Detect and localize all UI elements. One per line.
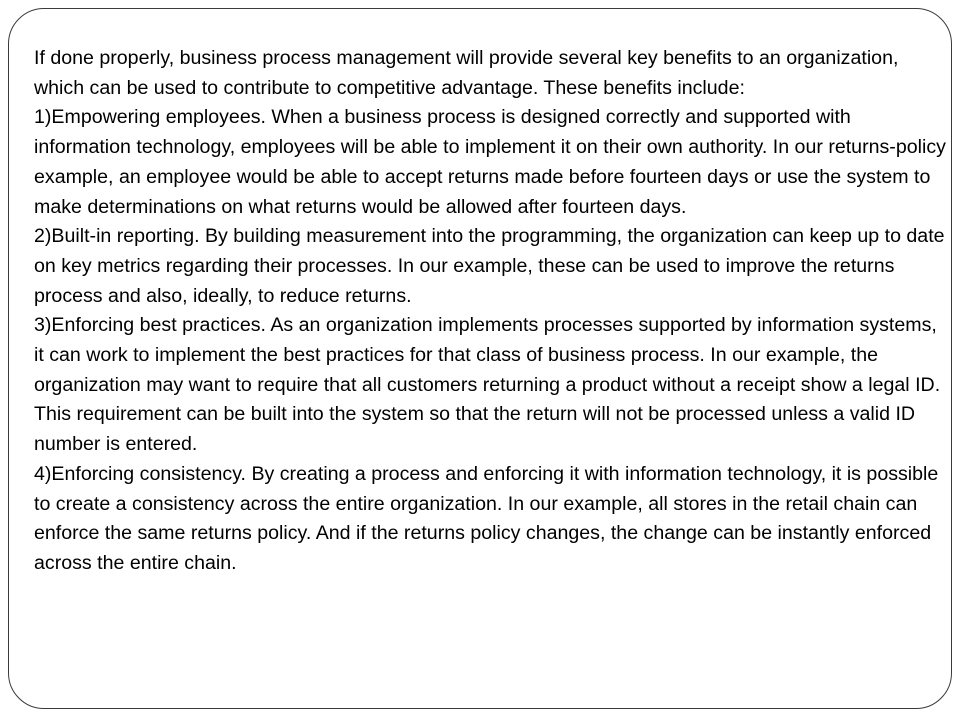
benefit-enforcing-best-practices: 3)Enforcing best practices. As an organization implements processes supported by information systems, it can work to implement the best practices for that class of business process. In our example, the organization may want to require that all customers returning a product without a receipt show a legal ID. This requirement can be built into the system so that the return will not be processed unless a valid ID number is entered. xyxy=(34,314,941,456)
slide-body xyxy=(34,44,952,579)
intro-paragraph: If done properly, business process management will provide several key benefits to an organization, which can be used to contribute to competitive advantage. These benefits include: xyxy=(34,47,899,99)
benefit-enforcing-consistency: 4)Enforcing consistency. By creating a process and enforcing it with information technology, it is possible to create a consistency across the entire organization. In our example, all stores in the retail chain can enforce the same returns policy. And if the returns policy changes, the change can be instantly enforced across the entire chain. xyxy=(34,462,939,574)
benefit-empowering-employees: 1)Empowering employees. When a business process is designed correctly and supported with information technology, employees will be able to implement it on their own authority. In our returns-policy example, an employee would be able to accept returns made before fourteen days or use the system to make determinations on what returns would be allowed after fourteen days. xyxy=(34,106,946,218)
benefit-built-in-reporting: 2)Built-in reporting. By building measurement into the programming, the organization can keep up to date on key metrics regarding their processes. In our example, these can be used to improve the returns process and also, ideally, to reduce returns. xyxy=(34,225,945,307)
